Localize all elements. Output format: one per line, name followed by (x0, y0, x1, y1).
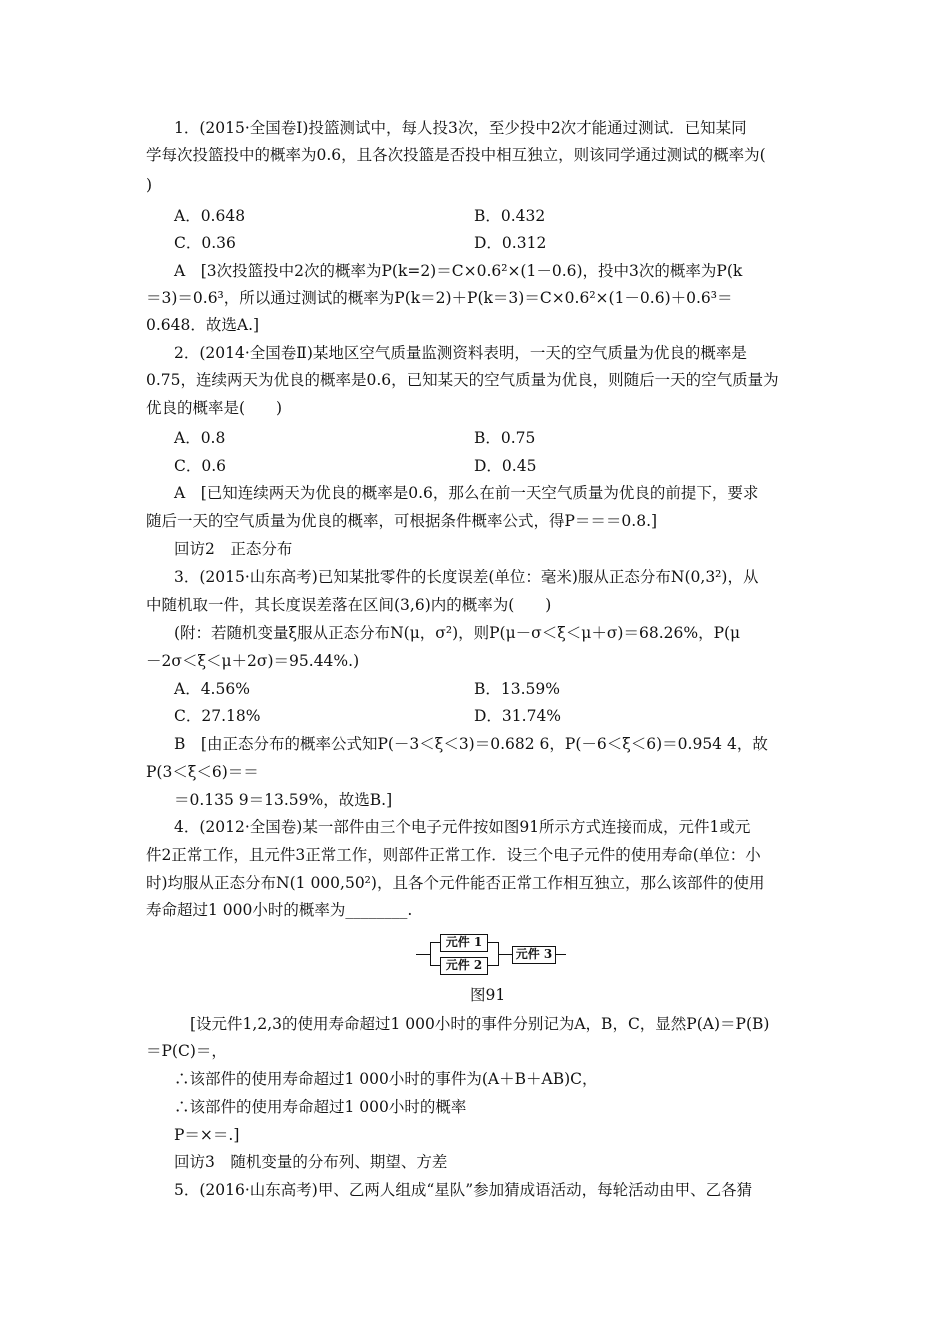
q3-option-b: B．13.59% (474, 680, 560, 698)
a2-line-1: A [已知连续两天为优良的概率是0.6，那么在前一天空气质量为优良的前提下，要求 (174, 484, 759, 502)
section-heading-3: 回访3 随机变量的分布列、期望、方差 (174, 1153, 448, 1171)
a1-line-2: ＝3)＝0.6³，所以通过测试的概率为P(k＝2)＋P(k＝3)＝C×0.6²×(1－0.6)＋0.6³＝ (146, 289, 733, 307)
q5-line-1: 5．(2016·山东高考)甲、乙两人组成“星队”参加猜成语活动，每轮活动由甲、乙各猜 (174, 1181, 753, 1199)
q3-note-line-1: (附：若随机变量ξ服从正态分布N(μ，σ²)，则P(μ－σ＜ξ＜μ＋σ)＝68.26%，P(μ (174, 624, 741, 642)
a2-line-2: 随后一天的空气质量为优良的概率，可根据条件概率公式，得P＝＝＝0.8.] (146, 512, 658, 530)
a4-line-4: ∴该部件的使用寿命超过1 000小时的概率 (174, 1098, 467, 1116)
q3-line-1: 3．(2015·山东高考)已知某批零件的长度误差(单位：毫米)服从正态分布N(0,3²)，从 (174, 568, 759, 586)
figure-caption: 图91 (470, 986, 506, 1004)
component-2-box: 元件 2 (440, 957, 488, 975)
a1-line-1: A [3次投篮投中2次的概率为P(k=2)＝C×0.6²×(1－0.6)，投中3次的概率为P(k (174, 262, 743, 280)
q2-line-3: 优良的概率是( ) (146, 399, 283, 417)
component-3-box: 元件 3 (512, 946, 556, 964)
q1-option-b: B．0.432 (474, 207, 546, 225)
section-heading-2: 回访2 正态分布 (174, 540, 293, 558)
q1-option-a: A．0.648 (174, 207, 246, 225)
q3-option-d: D．31.74% (474, 707, 562, 725)
q3-option-c: C．27.18% (174, 707, 261, 725)
q4-line-2: 件2正常工作，且元件3正常工作，则部件正常工作．设三个电子元件的使用寿命(单位：小 (146, 846, 761, 864)
q4-line-3: 时)均服从正态分布N(1 000,50²)，且各个元件能否正常工作相互独立，那么该部件的使用 (146, 874, 765, 892)
a4-line-3: ∴该部件的使用寿命超过1 000小时的事件为(A＋B＋AB)C， (174, 1070, 598, 1088)
q2-option-a: A．0.8 (174, 429, 226, 447)
q2-line-1: 2．(2014·全国卷Ⅱ)某地区空气质量监测资料表明，一天的空气质量为优良的概率是 (174, 344, 747, 362)
a3-line-2: P(3＜ξ＜6)＝＝ (146, 763, 259, 781)
a1-line-3: 0.648．故选A.] (146, 316, 260, 334)
q3-note-line-2: －2σ＜ξ＜μ＋2σ)＝95.44%.) (146, 652, 360, 670)
q1-line-3: ) (146, 176, 153, 194)
q2-option-b: B．0.75 (474, 429, 536, 447)
q2-option-c: C．0.6 (174, 457, 227, 475)
q2-line-2: 0.75，连续两天为优良的概率是0.6，已知某天的空气质量为优良，则随后一天的空气质量为 (146, 371, 779, 389)
a3-line-1: B [由正态分布的概率公式知P(－3＜ξ＜3)＝0.682 6，P(－6＜ξ＜6)＝0.954 4，故 (174, 735, 768, 753)
q2-option-d: D．0.45 (474, 457, 537, 475)
a3-line-3: ＝0.135 9＝13.59%，故选B.] (174, 791, 393, 809)
a4-line-2: ＝P(C)＝， (146, 1042, 227, 1060)
q1-option-d: D．0.312 (474, 234, 547, 252)
a4-line-5: P＝×＝.] (174, 1126, 240, 1144)
q1-option-c: C．0.36 (174, 234, 236, 252)
q4-line-1: 4．(2012·全国卷)某一部件由三个电子元件按如图91所示方式连接而成，元件1或元 (174, 818, 751, 836)
q1-line-1: 1．(2015·全国卷Ⅰ)投篮测试中，每人投3次，至少投中2次才能通过测试．已知某同 (174, 119, 747, 137)
q3-option-a: A．4.56% (174, 680, 250, 698)
component-1-box: 元件 1 (440, 934, 488, 952)
q1-line-2: 学每次投篮投中的概率为0.6，且各次投篮是否投中相互独立，则该同学通过测试的概率为( (146, 146, 766, 164)
q4-line-4: 寿命超过1 000小时的概率为________. (146, 901, 413, 919)
circuit-figure (416, 933, 566, 977)
a4-line-1: [设元件1,2,3的使用寿命超过1 000小时的事件分别记为A，B，C，显然P(A)＝P(B) (190, 1015, 770, 1033)
q3-line-2: 中随机取一件，其长度误差落在区间(3,6)内的概率为( ) (146, 596, 552, 614)
